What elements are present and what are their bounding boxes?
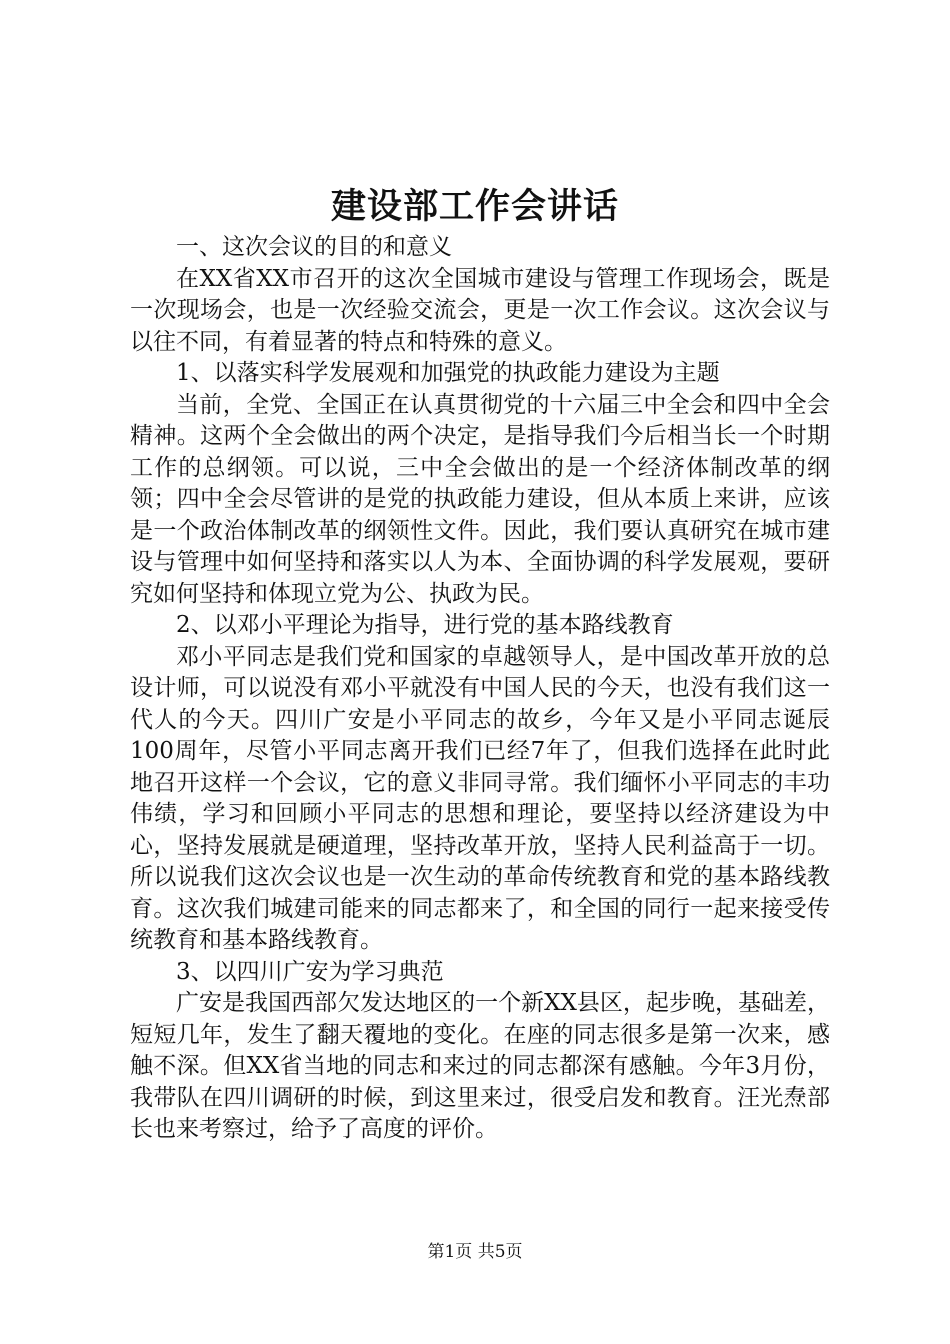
page-footer: 第1页 共5页 <box>427 1242 523 1262</box>
paragraph-3: 邓小平同志是我们党和国家的卓越领导人，是中国改革开放的总设计师，可以说没有邓小平就没有中国人民的今天，也没有我们这一代人的今天。四川广安是小平同志的故乡，今年又是小平同志诞辰100周年，尽管小平同志离开我们已经7年了，但我们选择在此时此地召开这样一个会议，它的意义非同寻常。我们缅怀小平同志的丰功伟绩，学习和回顾小平同志的思想和理论，要坚持以经济建设为中心，坚持发展就是硬道理，坚持改革开放，坚持人民利益高于一切。所以说我们这次会议也是一次生动的革命传统教育和党的基本路线教育。这次我们城建司能来的同志都来了，和全国的同行一起来接受传统教育和基本路线教育。 <box>130 643 830 953</box>
section-heading-1: 一、这次会议的目的和意义 <box>176 234 452 260</box>
section-heading-2: 1、以落实科学发展观和加强党的执政能力建设为主题 <box>176 360 720 386</box>
paragraph-4: 广安是我国西部欠发达地区的一个新XX县区，起步晚，基础差，短短几年，发生了翻天覆地的变化。在座的同志很多是第一次来，感触不深。但XX省当地的同志和来过的同志都深有感触。今年3月份，我带队在四川调研的时候，到这里来过，很受启发和教育。汪光焘部长也来考察过，给予了高度的评价。 <box>130 990 830 1142</box>
section-heading-3: 2、以邓小平理论为指导，进行党的基本路线教育 <box>176 612 674 638</box>
paragraph-1: 在XX省XX市召开的这次全国城市建设与管理工作现场会，既是一次现场会，也是一次经验交流会，更是一次工作会议。这次会议与以往不同，有着显著的特点和特殊的意义。 <box>130 265 830 355</box>
section-heading-4: 3、以四川广安为学习典范 <box>176 958 444 985</box>
document-title: 建设部工作会讲话 <box>330 186 619 227</box>
document-body <box>130 232 830 1146</box>
paragraph-2: 当前，全党、全国正在认真贯彻党的十六届三中全会和四中全会精神。这两个全会做出的两个决定，是指导我们今后相当长一个时期工作的总纲领。可以说，三中全会做出的是一个经济体制改革的纲领；四中全会尽管讲的是党的执政能力建设，但从本质上来讲，应该是一个政治体制改革的纲领性文件。因此，我们要认真研究在城市建设与管理中如何坚持和落实以人为本、全面协调的科学发展观，要研究如何坚持和体现立党为公、执政为民。 <box>130 391 830 607</box>
